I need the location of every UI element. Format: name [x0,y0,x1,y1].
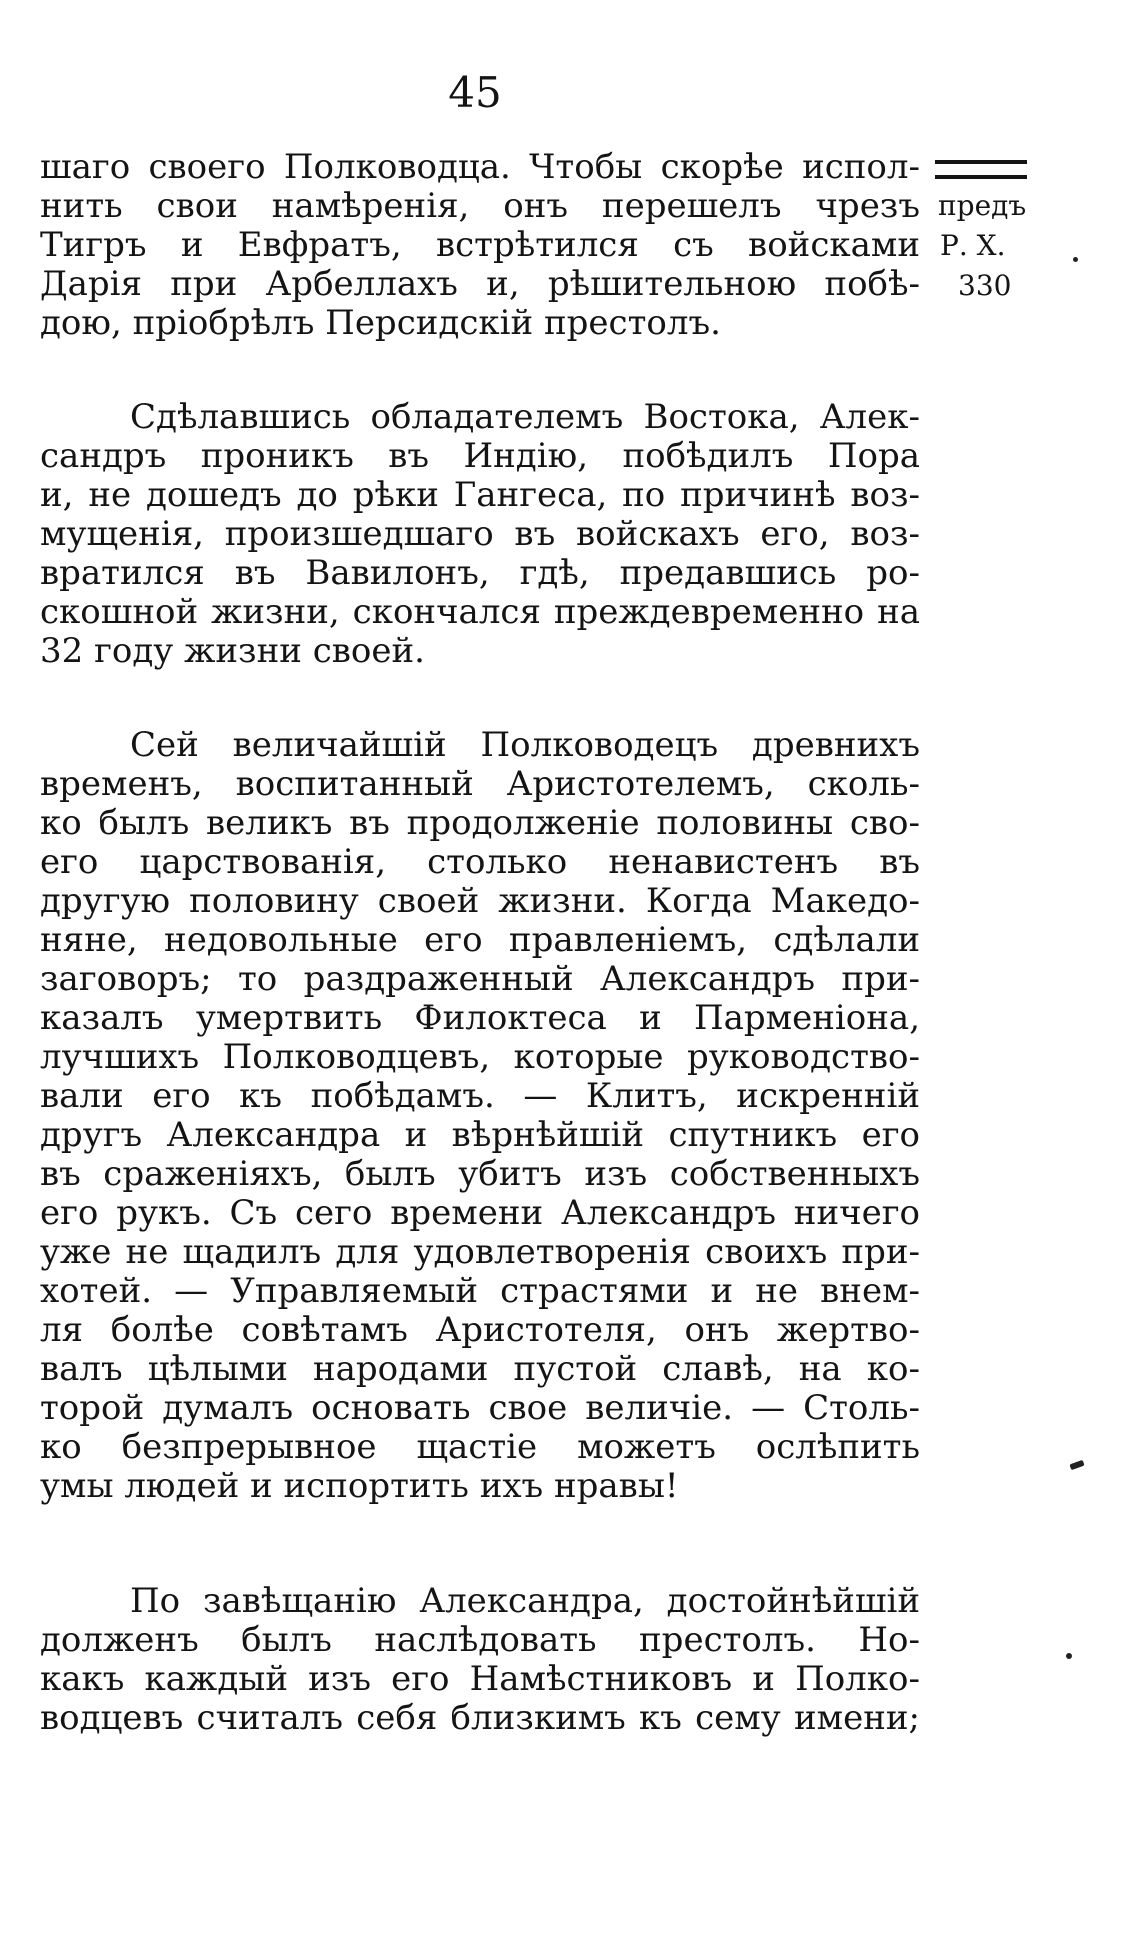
page-number: 45 [448,68,502,117]
text-line: вали его къ побѣдамъ. — Клитъ, искренній [40,1076,920,1116]
ink-speck [1073,257,1078,262]
text-line: уже не щадилъ для удовлетворенія своихъ при- [40,1232,920,1272]
text-line: ко безпрерывное щастіе можетъ ослѣпить [40,1427,920,1467]
text-line: хотей. — Управляемый страстями и не внем- [40,1271,920,1311]
text-line: Сей величайшій Полководецъ древнихъ [130,725,920,765]
text-line: и, не дошедъ до рѣки Гангеса, по причинѣ воз- [40,475,920,515]
paragraph-2 [40,398,920,671]
text-line: временъ, воспитанный Аристотелемъ, сколь- [40,764,920,804]
text-line: Тигръ и Евфратъ, встрѣтился съ войсками [40,225,920,265]
text-line: Дарія при Арбеллахъ и, рѣшительною побѣ- [40,264,920,304]
text-line: торой думалъ основать свое величіе. — Столь- [40,1388,920,1428]
text-line: долженъ былъ наслѣдовать престолъ. Но- [40,1620,920,1660]
text-line: казалъ умертвить Филоктеса и Парменіона, [40,998,920,1038]
text-line: шаго своего Полководца. Чтобы скорѣе испол- [40,147,920,187]
paragraph-4 [40,1582,920,1738]
ink-mark [1069,1460,1084,1470]
text-line: заговоръ; то раздраженный Александръ при- [40,959,920,999]
text-line: какъ каждый изъ его Намѣстниковъ и Полко- [40,1659,920,1699]
text-line: По завѣщанію Александра, достойнѣйшій [130,1581,920,1621]
text-line: въ сраженіяхъ, былъ убитъ изъ собственныхъ [40,1154,920,1194]
text-line: его царствованія, столько ненавистенъ въ [40,842,920,882]
text-line: лучшихъ Полководцевъ, которые руководство- [40,1037,920,1077]
text-line: нить свои намѣренія, онъ перешелъ чрезъ [40,186,920,226]
margin-note-line-2: Р. Х. [940,229,1006,262]
text-line: другъ Александра и вѣрнѣйшій спутникъ его [40,1115,920,1155]
text-line: няне, недовольные его правленіемъ, сдѣлали [40,920,920,960]
text-line: другую половину своей жизни. Когда Македо- [40,881,920,921]
margin-note-line-3: 330 [958,269,1012,302]
text-line: ля болѣе совѣтамъ Аристотеля, онъ жертво- [40,1310,920,1350]
text-line: Сдѣлавшись обладателемъ Востока, Алек- [130,397,920,437]
ink-speck [1066,1653,1072,1659]
text-line: валъ цѣлыми народами пустой славѣ, на ко- [40,1349,920,1389]
text-line: скошной жизни, скончался преждевременно на [40,592,920,632]
text-line: дою, пріобрѣлъ Персидскій престолъ. [40,303,721,343]
text-line: умы людей и испортить ихъ нравы! [40,1466,679,1506]
text-line: сандръ проникъ въ Индію, побѣдилъ Пора [40,436,920,476]
margin-rule [935,160,1027,179]
paragraph-3 [40,726,920,1506]
text-line: водцевъ считалъ себя близкимъ къ сему имени; [40,1698,920,1738]
text-line: ко былъ великъ въ продолженіе половины сво- [40,803,920,843]
margin-note-line-1: предъ [938,189,1027,222]
text-line: мущенія, произшедшаго въ войскахъ его, воз- [40,514,920,554]
text-line: его рукъ. Съ сего времени Александръ ничего [40,1193,920,1233]
paragraph-1 [40,148,920,343]
text-line: вратился въ Вавилонъ, гдѣ, предавшись ро- [40,553,920,593]
text-line: 32 году жизни своей. [40,631,425,671]
